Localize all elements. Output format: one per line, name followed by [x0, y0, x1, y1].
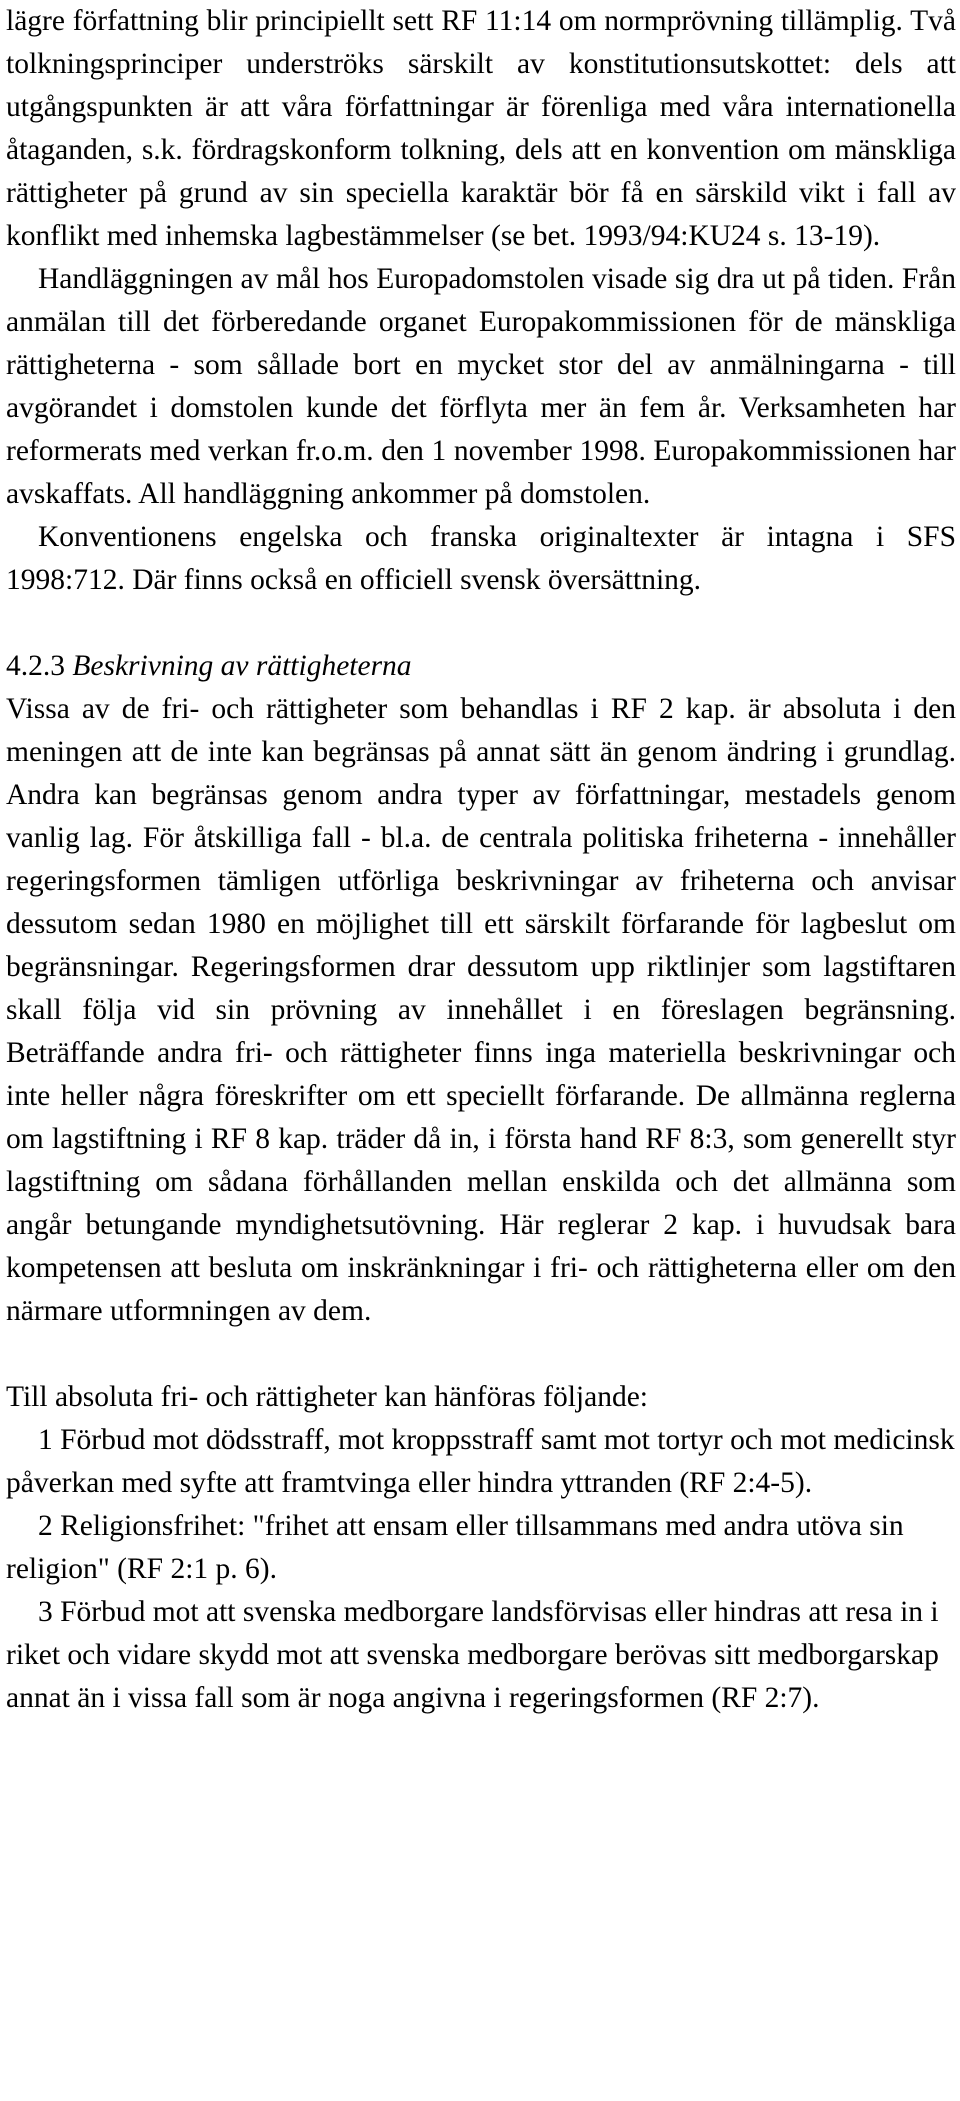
document-page — [6, 0, 956, 1720]
section-spacer — [6, 602, 956, 645]
section-title: Beskrivning av rättigheterna — [72, 650, 412, 682]
list-intro: Till absoluta fri- och rättigheter kan hänföras följande: — [6, 1381, 648, 1413]
section-number: 4.2.3 — [6, 650, 65, 682]
list-item-1: 1 Förbud mot dödsstraff, mot kroppsstraff samt mot tortyr och mot medicinsk påverkan med syfte att framtvinga eller hindra yttranden (RF 2:4-5). — [6, 1424, 955, 1499]
body-paragraph-europadomstolen: Handläggningen av mål hos Europadomstolen visade sig dra ut på tiden. Från anmälan till det förberedande organet Europakommissionen för de mänskliga rättigheterna - som sållade bort en mycket stor del av anmälningarna - till avgörandet i domstolen kunde det förflyta mer än fem år. Verksamheten har reformerats med verkan fr.o.m. den 1 november 1998. Europakommissionen har avskaffats. All handläggning ankommer på domstolen. — [6, 263, 956, 510]
list-item-2: 2 Religionsfrihet: "frihet att ensam eller tillsammans med andra utöva sin religion" (RF 2:1 p. 6). — [6, 1510, 904, 1585]
body-paragraph-originaltexter: Konventionens engelska och franska originaltexter är intagna i SFS 1998:712. Där finns också en officiell svensk översättning. — [6, 521, 956, 596]
section-body-paragraph: Vissa av de fri- och rättigheter som behandlas i RF 2 kap. är absoluta i den meningen att de inte kan begränsas på annat sätt än genom ändring i grundlag. Andra kan begränsas genom andra typer av författningar, mestadels genom vanlig lag. För åtskilliga fall - bl.a. de centrala politiska friheterna - innehåller regeringsformen tämligen utförliga beskrivningar av friheterna och anvisar dessutom sedan 1980 en möjlighet till ett särskilt förfarande för lagbeslut om begränsningar. Regeringsformen drar dessutom upp riktlinjer som lagstiftaren skall följa vid sin prövning av innehållet i en föreslagen begränsning. Beträffande andra fri- och rättigheter finns inga materiella beskrivningar och inte heller några föreskrifter om ett speciellt förfarande. De allmänna reglerna om lagstiftning i RF 8 kap. träder då in, i första hand RF 8:3, som generellt styr lagstiftning om sådana förhållanden mellan enskilda och det allmänna som angår betungande myndighetsutövning. Här reglerar 2 kap. i huvudsak bara kompetensen att besluta om inskränkningar i fri- och rättigheterna eller om den närmare utformningen av dem. — [6, 693, 956, 1327]
list-item-3: 3 Förbud mot att svenska medborgare landsförvisas eller hindras att resa in i riket och vidare skydd mot att svenska medborgare berövas sitt medborgarskap annat än i vissa fall som är noga angivna i regeringsformen (RF 2:7). — [6, 1596, 939, 1714]
body-paragraph-continuation: lägre författning blir principiellt sett RF 11:14 om normprövning tillämplig. Två tolkningsprinciper underströks särskilt av konstitutionsutskottet: dels att utgångspunkten är att våra författningar är förenliga med våra internationella åtaganden, s.k. fördragskonform tolkning, dels att en konvention om mänskliga rättigheter på grund av sin speciella karaktär bör få en särskild vikt i fall av konflikt med inhemska lagbestämmelser (se bet. 1993/94:KU24 s. 13-19). — [6, 5, 956, 252]
section-heading — [6, 645, 956, 688]
list-spacer — [6, 1333, 956, 1376]
